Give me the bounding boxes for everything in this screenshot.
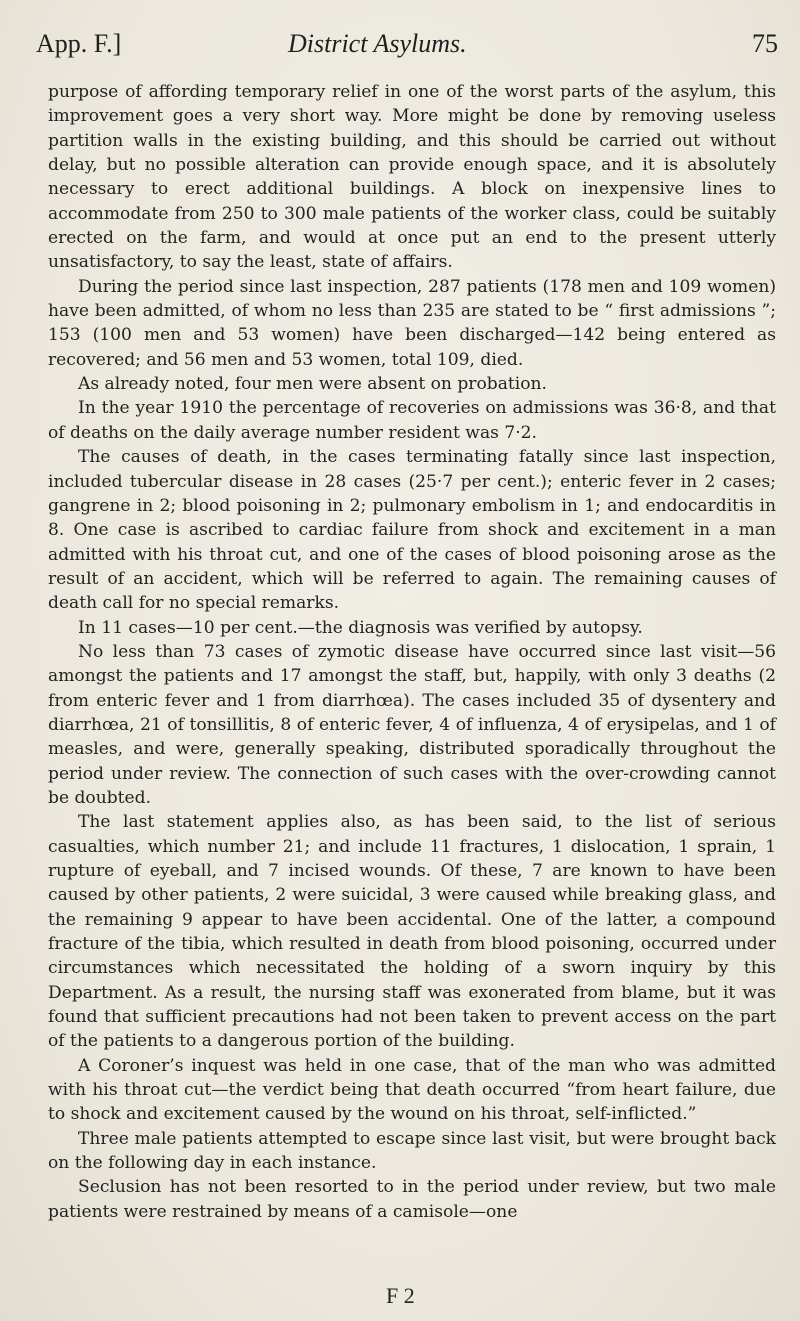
paragraph-4: In the year 1910 the percentage of recoveries on admissions was 36·8, and that of deaths on the daily average number resident was 7·2. — [48, 398, 776, 443]
page-number: 75 — [752, 29, 778, 58]
paragraph-8: The last statement applies also, as has been said, to the list of serious casualties, which number 21; and include 11 fractures, 1 dislocation, 1 sprain, 1 rupture of eyeball, and 7 incised wounds. Of these, 7 are known to have been caused by other patients, 2 were suicidal, 3 were caused while breaking glass, and the remaining 9 appear to have been accidental. One of the latter, a compound fracture of the tibia, which resulted in death from blood poisoning, occurred under circumstances which necessitated the holding of a sworn inquiry by this Department. As a result, the nursing staff was exonerated from blame, but it was found that sufficient precautions had not been taken to prevent access on the part of the patients to a dangerous portion of the building. — [48, 812, 776, 1052]
body-text — [48, 80, 776, 1224]
paragraph-1: purpose of affording temporary relief in one of the worst parts of the asylum, this improvement goes a very short way. More might be done by removing useless partition walls in the existing building, and this should be carried out without delay, but no possible alteration can provide enough space, and it is absolutely necessary to erect additional buildings. A block on inexpensive lines to accommodate from 250 to 300 male patients of the worker class, could be suitably erected on the farm, and would at once put an end to the present utterly unsatisfactory, to say the least, state of affairs. — [48, 82, 776, 273]
paragraph-2: During the period since last inspection, 287 patients (178 men and 109 women) have been admitted, of whom no less than 235 are stated to be “ first admissions ”; 153 (100 men and 53 women) have been discharged—142 being entered as recovered; and 56 men and 53 women, total 109, died. — [48, 276, 776, 370]
header-title: District Asylums. — [288, 29, 467, 58]
paragraph-11: Seclusion has not been resorted to in the period under review, but two male patients were restrained by means of a camisole—one — [48, 1177, 776, 1222]
paragraph-7: No less than 73 cases of zymotic disease have occurred since last visit—56 amongst the patients and 17 amongst the staff, but, happily, with only 3 deaths (2 from enteric fever and 1 from diarrhœa). The cases included 35 of dysentery and diarrhœa, 21 of tonsillitis, 8 of enteric fever, 4 of influenza, 4 of erysipelas, and 1 of measles, and were, generally speaking, distributed sporadically throughout the period under review. The connection of such cases with the over-crowding cannot be doubted. — [48, 641, 776, 808]
sheet-signature: F 2 — [386, 1283, 415, 1308]
running-header — [36, 26, 778, 62]
paragraph-9: A Coroner’s inquest was held in one case, that of the man who was admitted with his throat cut—the verdict being that death occurred “from heart failure, due to shock and excitement caused by the wound on his throat, self-inflicted.” — [48, 1055, 776, 1125]
paragraph-6: In 11 cases—10 per cent.—the diagnosis was verified by autopsy. — [78, 617, 643, 638]
paragraph-5: The causes of death, in the cases terminating fatally since last inspection, included tubercular disease in 28 cases (25·7 per cent.); enteric fever in 2 cases; gangrene in 2; blood poisoning in 2; pulmonary embolism in 1; and endocarditis in 8. One case is ascribed to cardiac failure from shock and excitement in a man admitted with his throat cut, and one of the cases of blood poisoning arose as the result of an accident, which will be referred to again. The remaining causes of death call for no special remarks. — [48, 447, 776, 614]
header-appendix-label: App. F.] — [36, 29, 122, 58]
paragraph-10: Three male patients attempted to escape since last visit, but were brought back on the following day in each instance. — [48, 1128, 776, 1174]
paragraph-3: As already noted, four men were absent on probation. — [78, 374, 547, 395]
